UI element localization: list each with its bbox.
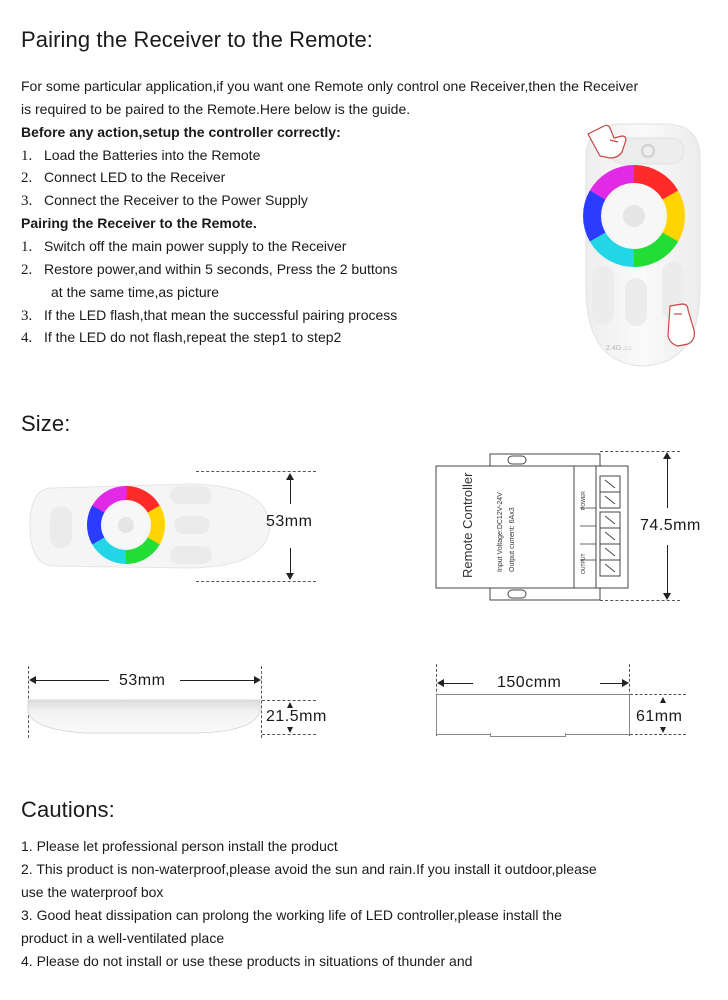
caution-line: 2. This product is non-waterproof,please avoid the sun and rain.If you install it outdoor,please — [21, 861, 597, 877]
speed-icon — [625, 278, 647, 326]
setup-step — [21, 166, 225, 190]
setup-step — [21, 189, 308, 213]
arrow-head-icon — [663, 452, 671, 459]
step-number: 2. — [21, 262, 33, 278]
pair-step — [21, 326, 341, 350]
arrow-head-icon — [286, 573, 294, 580]
intro-line-2: is required to be paired to the Remote.Here below is the guide. — [21, 101, 411, 117]
terminal-output-label: OUTPUT — [581, 553, 587, 574]
dim-arrow-right — [600, 683, 622, 684]
dim-arrow-down — [667, 545, 668, 595]
step-number: 4. — [21, 330, 33, 346]
remote-width-label: 53mm — [119, 672, 166, 689]
terminal-power-label: POWER — [581, 491, 587, 510]
step-text: Connect LED to the Receiver — [44, 169, 226, 185]
dim-arrow-right — [180, 680, 254, 681]
mode-icon — [170, 486, 212, 504]
arrow-head-icon — [663, 593, 671, 600]
pair-step — [21, 258, 397, 282]
step-number: 1. — [21, 239, 33, 255]
step-number: 2. — [21, 170, 33, 186]
receiver-spec-2: Output current: 6Ax3 — [509, 507, 516, 572]
dim-line — [196, 581, 316, 582]
dim-arrow-up — [667, 458, 668, 508]
step-number: 3. — [21, 308, 33, 324]
step-text: If the LED flash,that mean the successful pairing process — [44, 307, 398, 323]
remote-depth-label: 21.5mm — [266, 708, 327, 725]
step-text: Restore power,and within 5 seconds, Press the 2 buttons — [44, 261, 398, 277]
pair-step — [21, 235, 346, 259]
speed-icon — [174, 516, 210, 534]
receiver-top-view — [430, 450, 630, 605]
cautions-title: Cautions: — [21, 797, 115, 822]
dim-arrow-left — [35, 680, 109, 681]
remote-height-label: 53mm — [266, 513, 313, 530]
caution-line: product in a well-ventilated place — [21, 930, 225, 946]
step-number: 3. — [21, 193, 33, 209]
brightness-icon — [592, 266, 614, 324]
remote-body — [28, 700, 260, 733]
receiver-flange-bottom — [490, 588, 600, 600]
receiver-depth-label: 61mm — [636, 708, 683, 725]
step-text: Switch off the main power supply to the Receiver — [44, 238, 347, 254]
receiver-height-label: 74.5mm — [640, 517, 701, 534]
remote-brand-mark: 2.4G ⌂⌂ — [606, 345, 632, 352]
arrow-head-icon — [437, 679, 444, 687]
dim-line — [630, 694, 686, 695]
dim-arrow-down — [290, 548, 291, 574]
arrow-head-icon — [660, 697, 666, 703]
dim-line — [196, 471, 316, 472]
arrow-head-icon — [286, 473, 294, 480]
receiver-spec-1: Input Voltage:DC12V-24V — [497, 492, 504, 572]
power-button — [50, 506, 72, 548]
step-text: Connect the Receiver to the Power Supply — [44, 192, 308, 208]
receiver-flange-top — [490, 454, 600, 466]
caution-line: 1. Please let professional person install the product — [21, 838, 338, 854]
remote-side-view — [26, 696, 266, 736]
remote-pairing-picture — [570, 118, 720, 374]
step-number: 1. — [21, 148, 33, 164]
arrow-head-icon — [622, 679, 629, 687]
arrow-head-icon — [287, 727, 293, 733]
arrow-head-icon — [660, 727, 666, 733]
dim-line — [262, 734, 316, 735]
page-title: Pairing the Receiver to the Remote: — [21, 27, 374, 52]
step-text: Load the Batteries into the Remote — [44, 147, 261, 163]
caution-line: use the waterproof box — [21, 884, 164, 900]
receiver-label: Remote Controller — [460, 472, 475, 578]
terminal-block — [600, 476, 620, 576]
pair-step — [21, 304, 397, 328]
size-title: Size: — [21, 411, 71, 436]
step-text: If the LED do not flash,repeat the step1 to step2 — [44, 329, 342, 345]
brightness-icon — [170, 546, 212, 564]
dim-line — [600, 600, 680, 601]
dim-line — [630, 734, 686, 735]
dim-arrow-left — [443, 683, 473, 684]
dim-line — [262, 700, 316, 701]
arrow-head-icon — [29, 676, 36, 684]
receiver-width-label: 150cmm — [497, 674, 562, 691]
setup-step — [21, 144, 260, 168]
caution-line: 3. Good heat dissipation can prolong the working life of LED controller,please install the — [21, 907, 562, 923]
receiver-side-view — [436, 694, 630, 735]
pair-heading: Pairing the Receiver to the Remote. — [21, 215, 257, 231]
receiver-foot — [490, 733, 566, 737]
pair-step-continuation: at the same time,as picture — [51, 284, 220, 300]
dim-arrow-up — [290, 478, 291, 504]
arrow-head-icon — [254, 676, 261, 684]
setup-heading: Before any action,setup the controller correctly: — [21, 124, 341, 140]
caution-line: 4. Please do not install or use these products in situations of thunder and — [21, 953, 473, 969]
intro-line-1: For some particular application,if you want one Remote only control one Receiver,then the Receiver — [21, 78, 639, 94]
